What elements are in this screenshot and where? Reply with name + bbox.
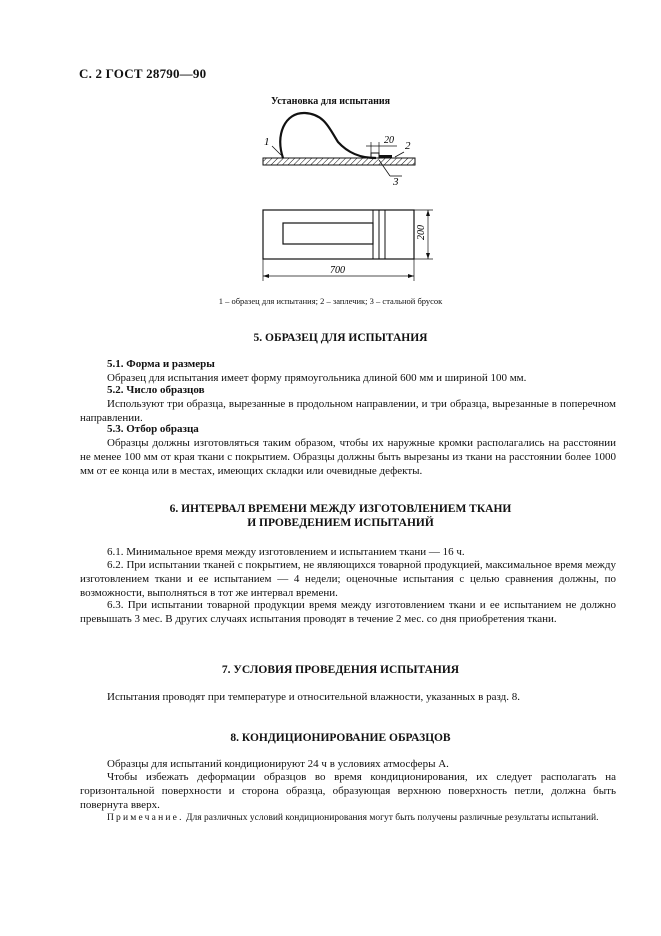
paragraph-5-3: Образцы должны изготовляться таким образом, чтобы их наружные кромки располагались на расстоянии не менее 100 мм от края ткани с покрытием. Образцы должны быть вырезаны из ткани на расстоянии более 1000 мм от ее конца или в местах, имеющих складки или очевидные дефекты. (80, 437, 616, 477)
note (80, 812, 616, 825)
paragraph-7-1: Испытания проводят при температуре и относительной влажности, указанных в разд. 8. (107, 691, 520, 703)
steel-bar (379, 155, 392, 158)
test-setup-figure (0, 0, 661, 300)
subsection-5-3-heading: 5.3. Отбор образца (107, 423, 199, 435)
paragraph-6-2: 6.2. При испытании тканей с покрытием, не являющихся товарной продукцией, максимальное время между изготовлением ткани и ее испытанием — 4 недели; оценочные испытания с целью сравнения должны, по возможности, выполняться в тот же интервал времени. (80, 559, 616, 599)
dim-700-label: 700 (330, 265, 345, 276)
section-6-title-line-2: И ПРОВЕДЕНИЕМ ИСПЫТАНИЙ (247, 517, 434, 529)
plan-sample (283, 223, 373, 244)
paragraph-6-1: 6.1. Минимальное время между изготовлением и испытанием ткани — 16 ч. (107, 546, 465, 558)
paragraph-5-2: Используют три образца, вырезанные в продольном направлении, и три образца, вырезанные в поперечном направлении. (80, 398, 616, 424)
section-8-title: 8. КОНДИЦИОНИРОВАНИЕ ОБРАЗЦОВ (230, 732, 451, 744)
figure-caption: 1 – образец для испытания; 2 – заплечик; 3 – стальной брусок (218, 296, 443, 306)
paragraph-8-1: Образцы для испытаний кондиционируют 24 ч в условиях атмосферы А. (107, 758, 449, 770)
section-5-title: 5. ОБРАЗЕЦ ДЛЯ ИСПЫТАНИЯ (253, 332, 428, 344)
dim-200-label: 200 (416, 225, 427, 240)
page-header: С. 2 ГОСТ 28790—90 (79, 66, 207, 81)
paragraph-6-3: 6.3. При испытании товарной продукции время между изготовлением ткани и ее испытанием не должно превышать 3 мес. В других случаях испытания проводят в течение 2 мес. со дня приобретения ткани. (80, 599, 616, 625)
subsection-5-1-heading: 5.1. Форма и размеры (107, 358, 215, 370)
base-plate (263, 158, 415, 165)
dim-20-label: 20 (384, 135, 394, 146)
sample-loop (280, 113, 376, 158)
paragraph-5-1: Образец для испытания имеет форму прямоугольника длиной 600 мм и шириной 100 мм. (107, 372, 527, 384)
plan-plate (263, 210, 414, 259)
label-2: 2 (405, 140, 411, 152)
paragraph-8-2: Чтобы избежать деформации образцов во время кондиционирования, их следует располагать на горизонтальной поверхности и сторона образца, образующая верхнюю поверхность петли, должна быть повернута вверх. (80, 771, 616, 811)
section-6-title-line-1: 6. ИНТЕРВАЛ ВРЕМЕНИ МЕЖДУ ИЗГОТОВЛЕНИЕМ ТКАНИ (169, 503, 512, 515)
note-label: Примечание. (107, 813, 184, 823)
note-text: Для различных условий кондиционирования могут быть получены различные результаты испытаний. (183, 813, 599, 823)
label-1: 1 (264, 136, 270, 148)
subsection-5-2-heading: 5.2. Число образцов (107, 384, 205, 396)
figure-title: Установка для испытания (270, 96, 391, 107)
section-7-title: 7. УСЛОВИЯ ПРОВЕДЕНИЯ ИСПЫТАНИЯ (221, 664, 460, 676)
label-3: 3 (393, 176, 399, 188)
